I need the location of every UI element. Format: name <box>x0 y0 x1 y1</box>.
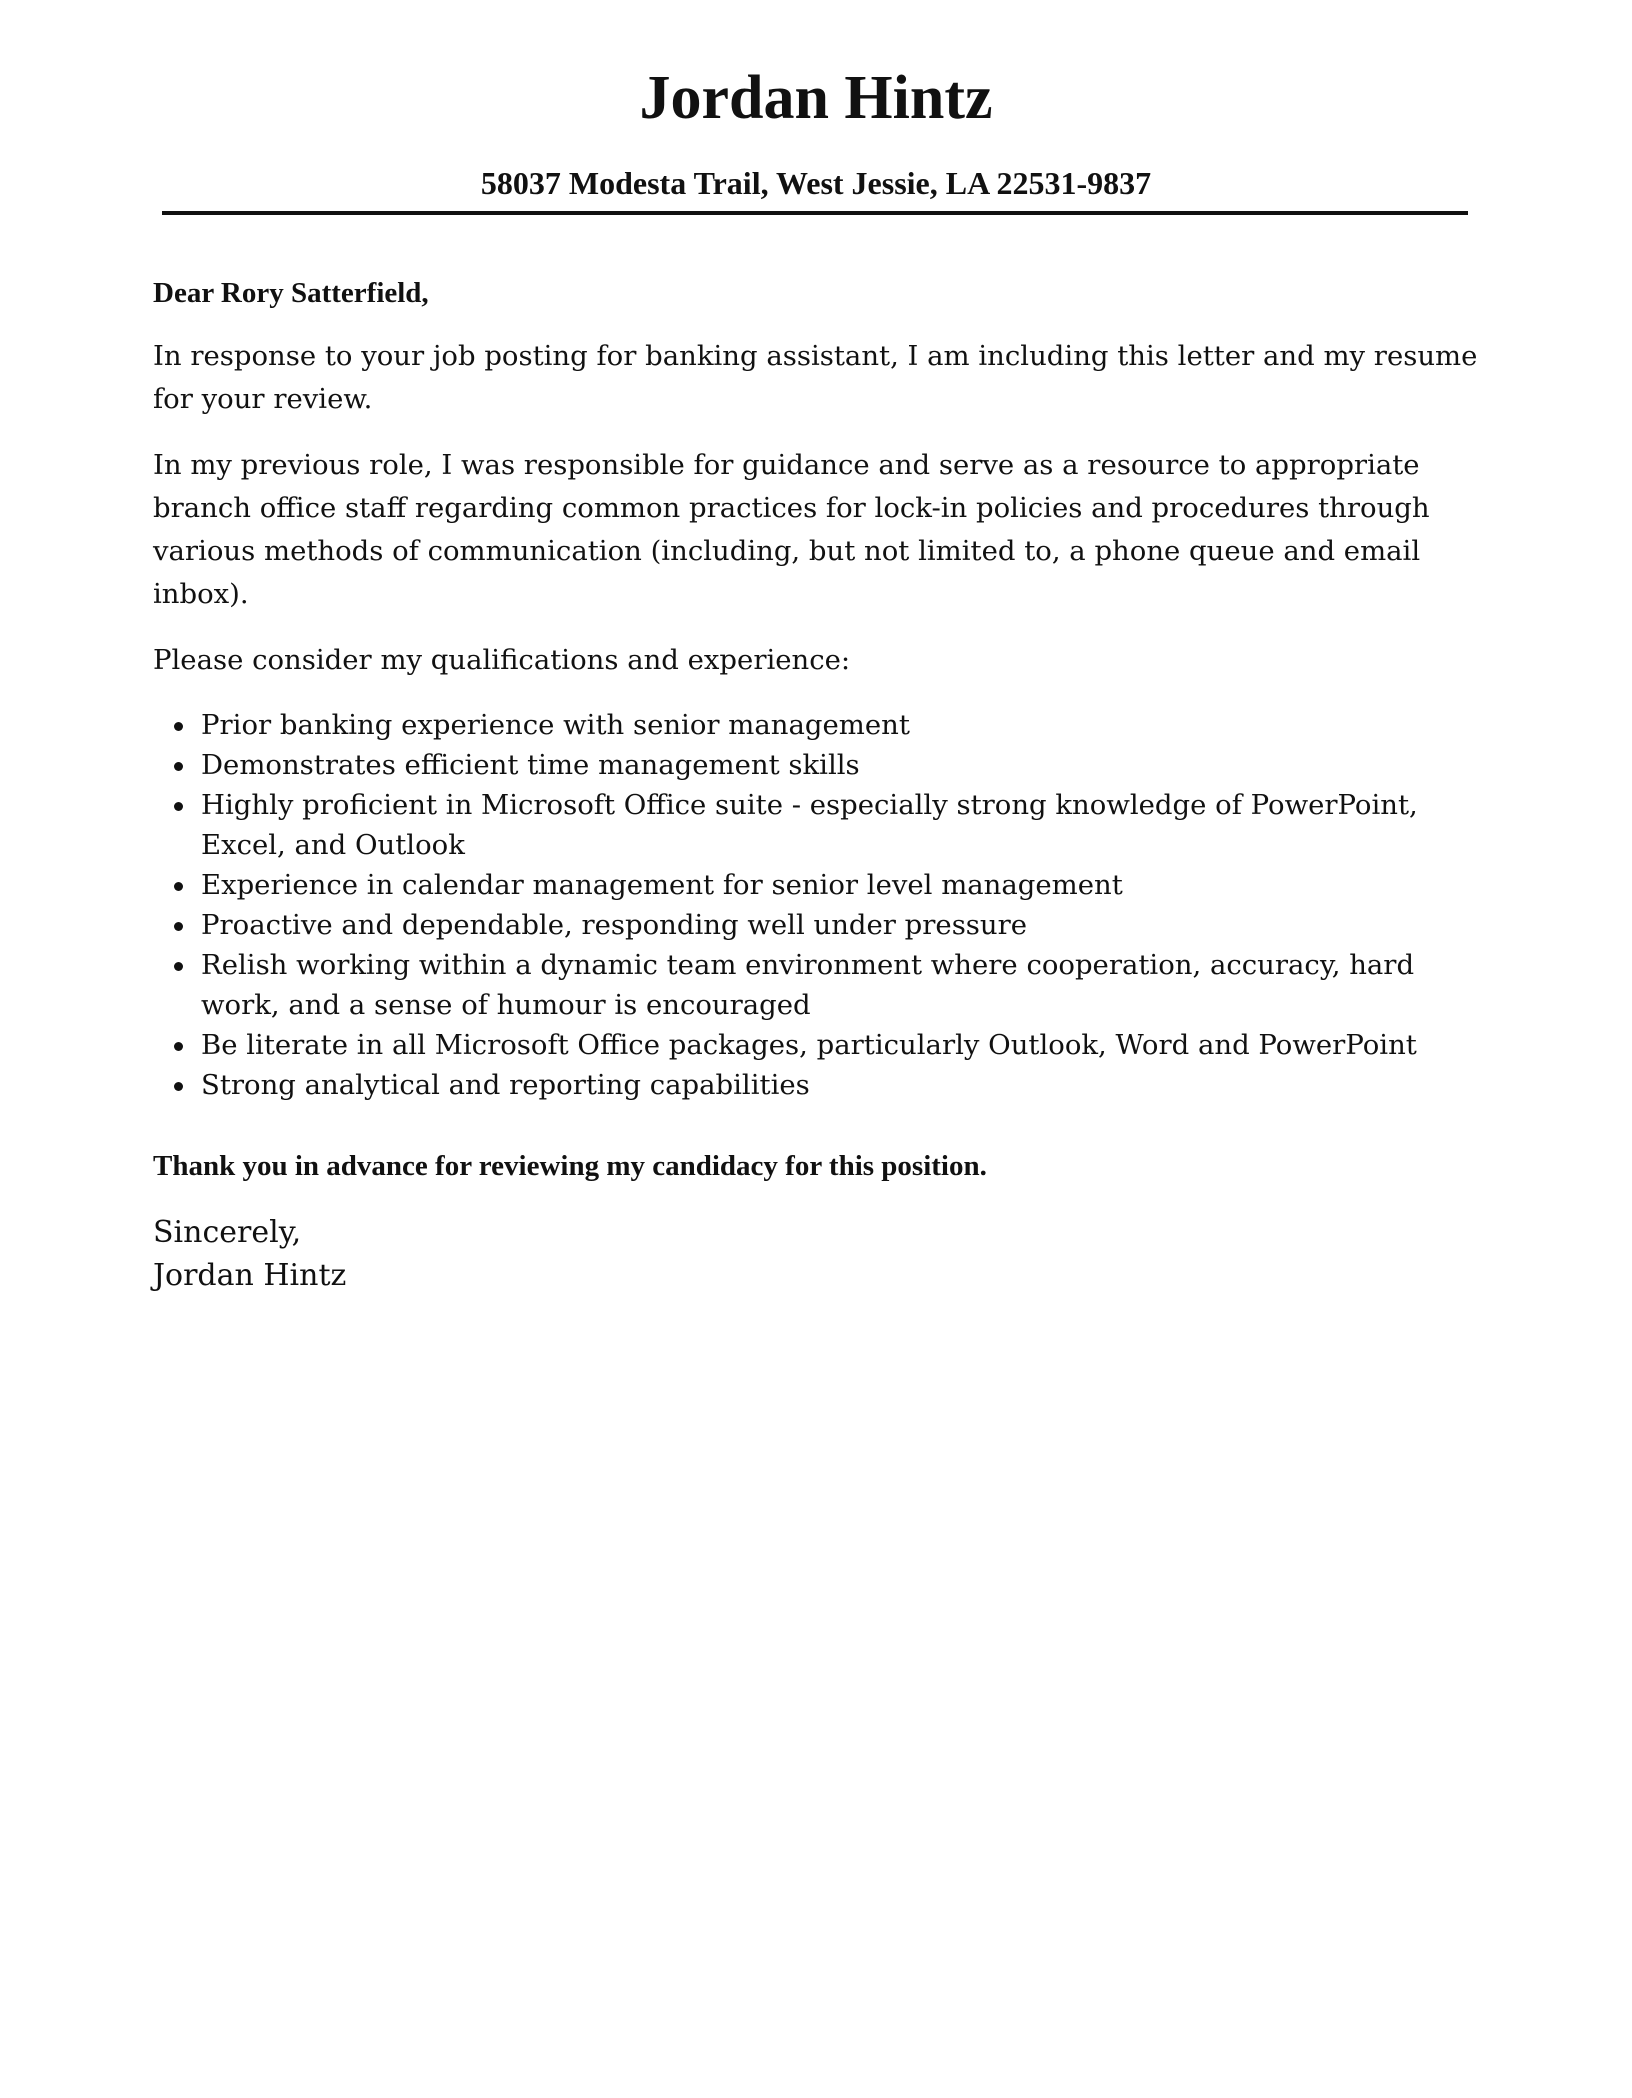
list-item-text: Demonstrates efficient time management skills <box>201 749 860 781</box>
bullet-icon <box>174 882 183 891</box>
bullet-icon <box>174 722 183 731</box>
list-item <box>201 705 1483 745</box>
list-item <box>201 785 1483 865</box>
list-item <box>201 945 1483 1025</box>
bullet-icon <box>174 1042 183 1051</box>
letter-body <box>153 272 1483 1297</box>
list-item <box>201 905 1483 945</box>
list-item-text: Proactive and dependable, responding well under pressure <box>201 909 1028 941</box>
list-item <box>201 1065 1483 1105</box>
applicant-address: 58037 Modesta Trail, West Jessie, LA 22531-9837 <box>480 165 1152 201</box>
bullet-icon <box>174 962 183 971</box>
header-divider <box>162 211 1468 215</box>
applicant-name: Jordan Hintz <box>639 64 993 132</box>
paragraph-intro: In response to your job posting for banking assistant, I am including this letter and my resume for your review. <box>153 340 1478 415</box>
list-item-text: Prior banking experience with senior management <box>201 709 910 741</box>
list-item <box>201 745 1483 785</box>
list-item-text: Experience in calendar management for senior level management <box>201 869 1123 901</box>
closing: Sincerely, <box>153 1215 302 1250</box>
list-item <box>201 865 1483 905</box>
qualifications-list <box>153 705 1483 1105</box>
paragraph-previous-role: In my previous role, I was responsible for guidance and serve as a resource to appropriate branch office staff regarding common practices for lock-in policies and procedures through various methods of communication (including, but not limited to, a phone queue and email inbox). <box>153 449 1430 610</box>
list-item-text: Relish working within a dynamic team environment where cooperation, accuracy, hard work, and a sense of humour is encouraged <box>201 949 1415 1021</box>
salutation: Dear Rory Satterfield, <box>153 277 429 309</box>
list-item-text: Strong analytical and reporting capabilities <box>201 1069 810 1101</box>
sign-off <box>153 1211 1483 1297</box>
list-item <box>201 1025 1483 1065</box>
bullet-icon <box>174 922 183 931</box>
bullet-icon <box>174 802 183 811</box>
signature: Jordan Hintz <box>153 1258 347 1293</box>
bullet-icon <box>174 762 183 771</box>
paragraph-qualifications-intro: Please consider my qualifications and experience: <box>153 644 851 676</box>
list-item-text: Be literate in all Microsoft Office packages, particularly Outlook, Word and PowerPoint <box>201 1029 1417 1061</box>
bullet-icon <box>174 1082 183 1091</box>
list-item-text: Highly proficient in Microsoft Office suite - especially strong knowledge of PowerPoint, Excel, and Outlook <box>201 789 1418 861</box>
thank-you-line: Thank you in advance for reviewing my candidacy for this position. <box>153 1150 987 1182</box>
